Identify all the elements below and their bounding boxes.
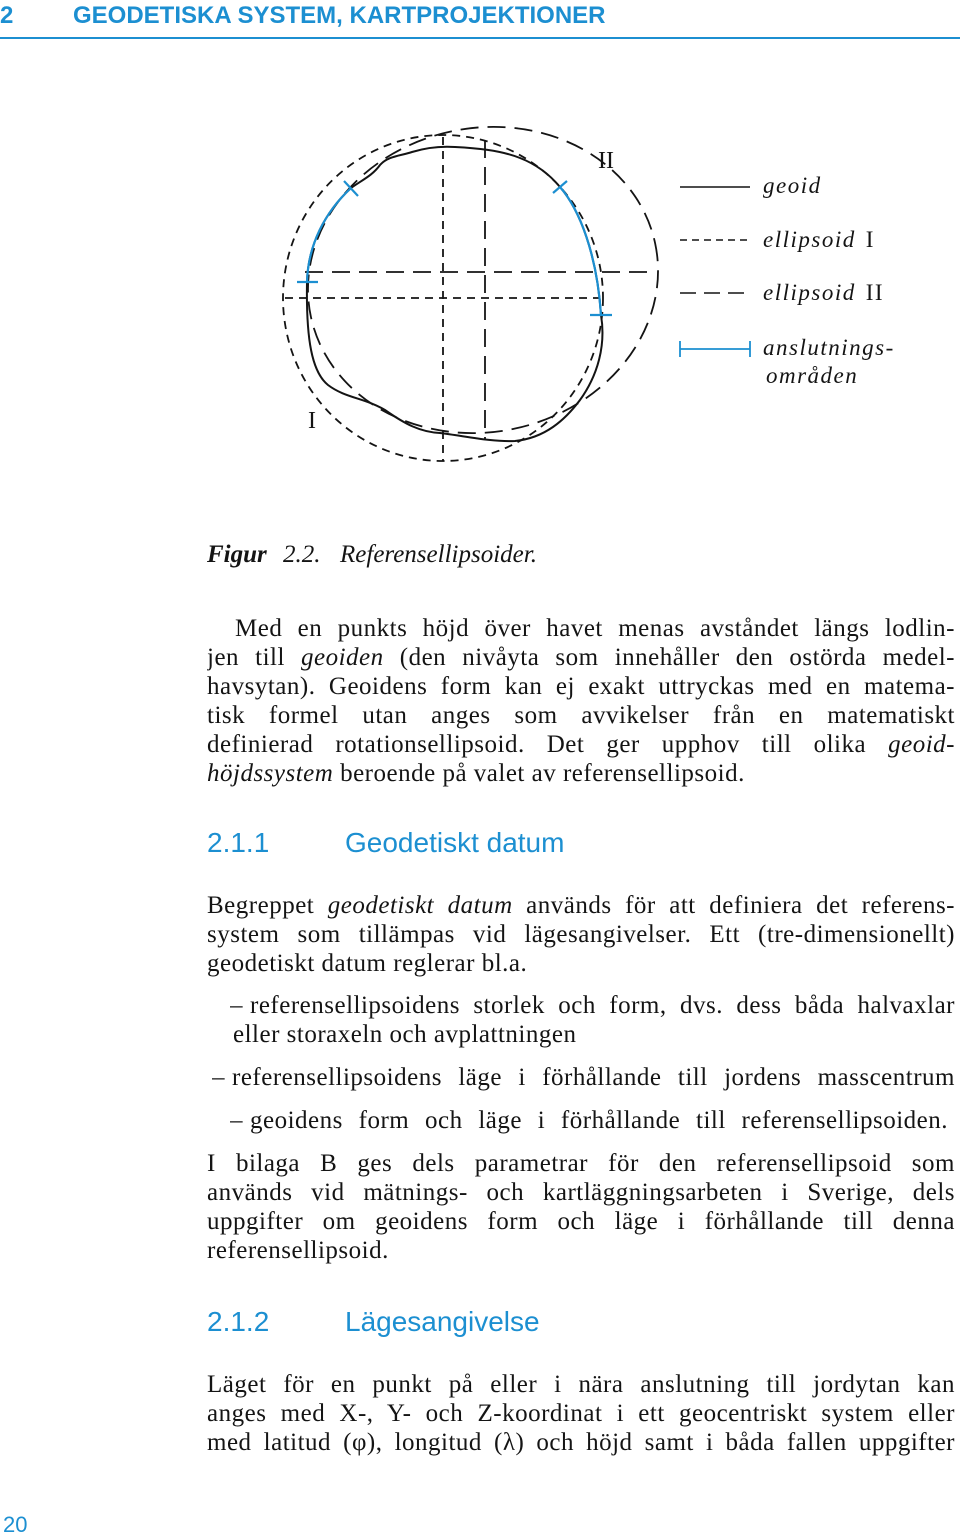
datum-line-2 xyxy=(207,920,955,949)
text-run: jen till xyxy=(207,644,302,671)
emphasis: geodetiskt datum xyxy=(327,892,513,919)
text-run: definierad rotationsellipsoid. Det ger upphov till olika xyxy=(207,731,889,758)
ellipsoid-2-marker: II xyxy=(598,148,614,174)
intro-line-2 xyxy=(207,643,955,672)
intro-line-4 xyxy=(207,701,955,730)
list-dash: – xyxy=(212,1064,225,1091)
intro-line-6 xyxy=(207,759,955,788)
section-title: Geodetiskt datum xyxy=(345,827,565,858)
legend-ellipsoid-1-label xyxy=(763,227,875,252)
text-run: tisk formel utan anges som avvikelser från en matematiskt xyxy=(207,702,955,729)
text-run: beroende på valet av referensellipsoid. xyxy=(333,760,745,787)
intro-line-1 xyxy=(235,614,955,643)
ellipsoid-1-marker: I xyxy=(308,408,316,434)
legend-geoid-label: geoid xyxy=(763,173,822,198)
figure-caption-title: Referensellipsoider. xyxy=(340,541,537,568)
legend-ellipsoid-1-numeral: I xyxy=(865,227,875,252)
legend-connection-label-line2: områden xyxy=(766,363,859,388)
section-number: 2.1.1 xyxy=(207,827,270,858)
legend-connection-label-line1: anslutnings- xyxy=(763,335,895,360)
appendix-line-3: uppgifter om geoidens form och läge i förhållande till denna xyxy=(207,1208,955,1235)
appendix-line-4: referensellipsoid. xyxy=(207,1237,389,1264)
list-dash: – xyxy=(230,1107,243,1134)
ellipsoid-1 xyxy=(283,135,603,461)
intro-line-5 xyxy=(207,730,955,759)
geoid-curve xyxy=(307,147,603,441)
list-item-2: referensellipsoidens läge i förhållande till jordens masscentrum xyxy=(232,1064,955,1091)
page-number: 20 xyxy=(3,1512,28,1537)
chapter-title: GEODETISKA SYSTEM, KARTPROJEKTIONER xyxy=(73,2,606,29)
connection-area-right xyxy=(560,187,601,315)
text-run: geodetiskt datum reglerar bl.a. xyxy=(207,950,528,977)
position-line-1: Läget för en punkt på eller i nära anslutning till jordytan kan xyxy=(207,1371,955,1398)
emphasis: geoid- xyxy=(888,731,955,758)
chapter-number: 2 xyxy=(0,2,14,29)
text-run: system som tillämpas vid lägesangivelser. Ett (tre-dimensionellt) xyxy=(207,921,955,948)
list-dash: – xyxy=(230,992,243,1019)
section-number: 2.1.2 xyxy=(207,1306,270,1337)
legend-connection-swatch xyxy=(680,341,750,357)
position-line-3: med latitud (φ), longitud (λ) och höjd samt i båda fallen uppgifter xyxy=(207,1429,955,1456)
intro-line-3 xyxy=(207,672,955,701)
figure-caption-label: Figur xyxy=(207,541,267,568)
legend-ellipsoid-2-label xyxy=(763,280,884,305)
text-run: (den nivåyta som innehåller den ostörda medel- xyxy=(383,644,955,671)
datum-line-3 xyxy=(207,949,955,978)
list-item-1-line-2: eller storaxeln och avplattningen xyxy=(233,1021,577,1048)
datum-line-1 xyxy=(207,891,955,920)
section-title: Lägesangivelse xyxy=(345,1306,540,1337)
position-line-2: anges med X-, Y- och Z-koordinat i ett geocentriskt system eller xyxy=(207,1400,955,1427)
appendix-line-2: används vid mätnings- och kartläggningsarbeten i Sverige, dels xyxy=(207,1179,955,1206)
figure-legend xyxy=(680,173,895,388)
text-run: Med en punkts höjd över havet menas avståndet längs lodlin- xyxy=(235,615,955,642)
figure-referensellipsoider xyxy=(0,0,960,500)
emphasis: geoiden xyxy=(301,644,384,671)
list-item-3: geoidens form och läge i förhållande till referensellipsoiden. xyxy=(250,1107,948,1134)
figure-caption-number: 2.2. xyxy=(283,541,321,568)
legend-ellipsoid-2-numeral: II xyxy=(865,280,885,305)
text-run: används för att definiera det referens- xyxy=(512,892,955,919)
text-run: havsytan). Geoidens form kan ej exakt uttryckas med en matema- xyxy=(207,673,955,700)
emphasis: höjdssystem xyxy=(207,760,334,787)
list-item-1-line-1: referensellipsoidens storlek och form, dvs. dess båda halvaxlar xyxy=(250,992,955,1019)
text-run: Begreppet xyxy=(207,892,328,919)
connection-areas xyxy=(297,181,612,315)
appendix-line-1: I bilaga B ges dels parametrar för den referensellipsoid som xyxy=(207,1150,955,1177)
legend-ellipsoid-1-name: ellipsoid xyxy=(763,227,856,252)
legend-ellipsoid-2-name: ellipsoid xyxy=(763,280,856,305)
